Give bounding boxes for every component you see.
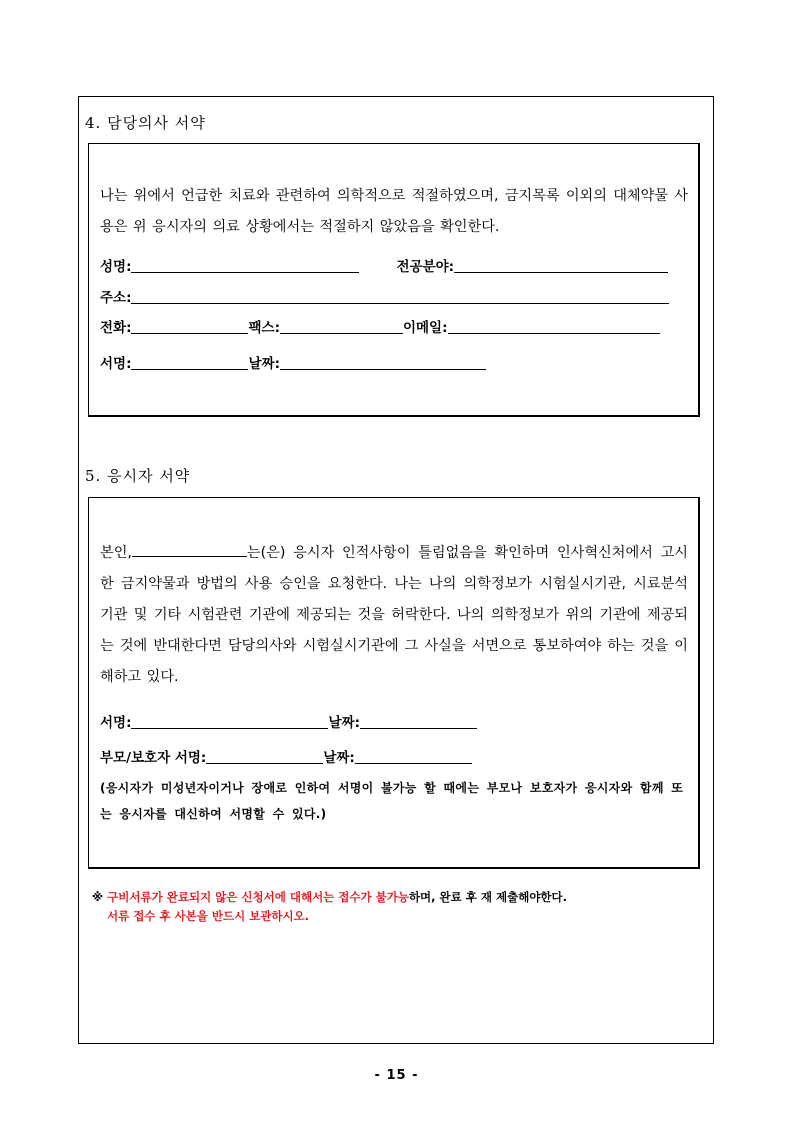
guardian-signature-label: 부모/보호자 서명: [100,750,207,766]
section5-paragraph [100,538,688,693]
warning-red-text: 구비서류가 완료되지 않은 신청서에 대해서는 접수가 불가능 [107,890,409,904]
doctor-signature-field[interactable] [131,355,248,370]
warning-line-1 [92,888,712,907]
page-number: - 15 - [374,1068,419,1083]
section5-title: 5. 응시자 서약 [85,467,191,485]
warning-mark: ※ [92,890,104,904]
name-label: 성명: [100,259,132,275]
row-guardian-signature [100,746,472,766]
phone-field[interactable] [131,319,248,334]
row-name-specialty [100,255,668,275]
warning-line-2: 서류 접수 후 사본을 반드시 보관하시오. [107,909,310,923]
email-field[interactable] [448,319,660,334]
para-rest: 는(은) 응시자 인적사항이 틀림없음을 확인하며 인사혁신처에서 고시한 금지약물과 방법의 사용 승인을 요청한다. 나는 나의 의학정보가 시험실시기관, 시료분석 기관 및 기타 시험관련 기관에 제공되는 것을 허락한다. 나의 의학정보가 위의 기관에 제공되는 것에 반대한다면 담당의사와 시험실시기관에 그 사실을 서면으로 통보하여야 하는 것을 이해하고 있다. [100,545,688,685]
guardian-signature-field[interactable] [206,749,323,764]
specialty-label: 전공분야: [396,259,455,275]
row-applicant-signature [100,711,477,731]
applicant-signature-label: 서명: [100,715,132,731]
fax-field[interactable] [280,319,403,334]
para-prefix: 본인, [100,545,132,561]
doctor-date-field[interactable] [280,355,486,370]
applicant-date-label: 날짜: [328,715,360,731]
section4-title: 4. 담당의사 서약 [85,114,206,132]
specialty-field[interactable] [454,258,668,273]
fax-label: 팩스: [248,320,280,336]
email-label: 이메일: [402,320,448,336]
address-field[interactable] [131,289,669,304]
submission-warning [92,888,712,926]
warning-black-text: 하며, 완료 후 재 제출해야한다. [408,890,568,904]
doctor-signature-label: 서명: [100,356,132,372]
applicant-date-field[interactable] [360,714,477,729]
guardian-date-label: 날짜: [323,750,355,766]
doctor-date-label: 날짜: [248,356,280,372]
applicant-signature-field[interactable] [131,714,328,729]
row-address [100,286,669,306]
applicant-name-blank[interactable] [132,542,247,557]
name-field[interactable] [131,258,359,273]
phone-label: 전화: [100,320,132,336]
address-label: 주소: [100,290,132,306]
guardian-note: (응시자가 미성년자이거나 장애로 인하여 서명이 불가능 할 때에는 부모나 보호자가 응시자와 함께 또는 응시자를 대신하여 서명할 수 있다.) [100,781,684,821]
row-contact [100,316,660,336]
guardian-date-field[interactable] [355,749,472,764]
row-doctor-signature [100,352,486,372]
section4-paragraph: 나는 위에서 언급한 치료와 관련하여 의학적으로 적절하였으며, 금지목록 이외의 대체약물 사용은 위 응시자의 의료 상황에서는 적절하지 않았음을 확인한다. [100,188,688,235]
